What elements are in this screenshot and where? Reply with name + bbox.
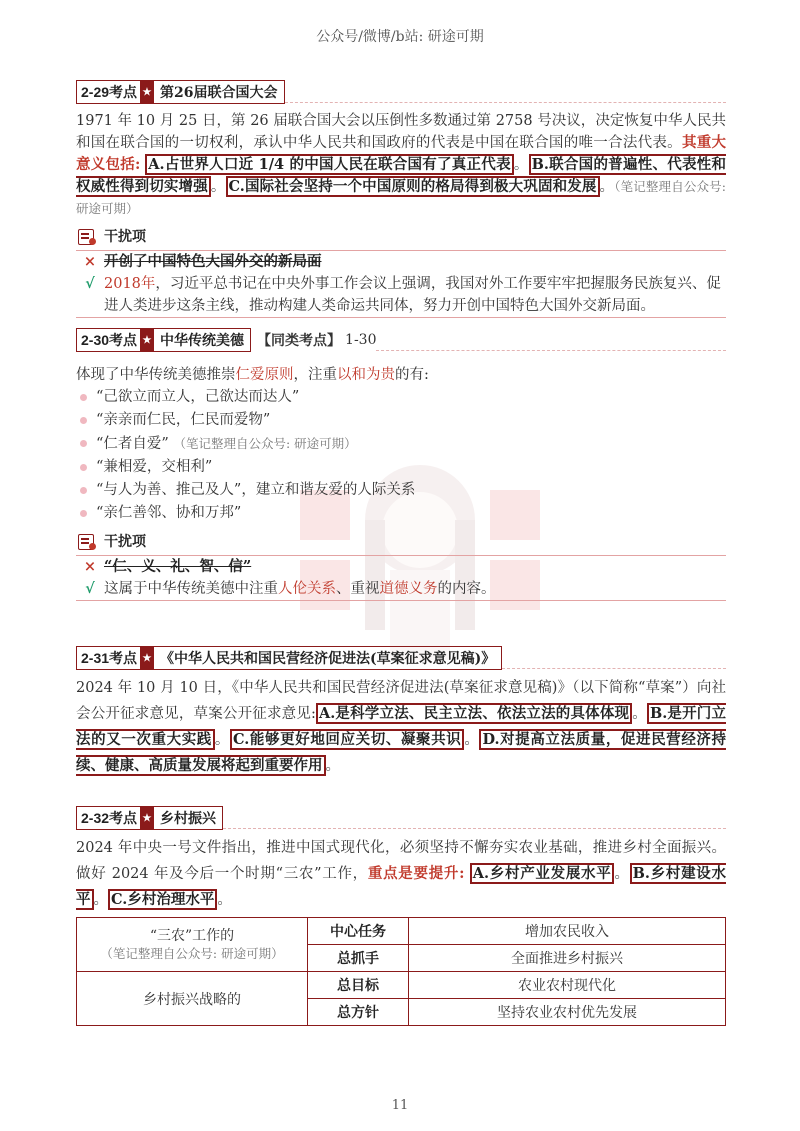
topic-badge: 2-29考点 ★ 第26届联合国大会 xyxy=(76,80,285,104)
star-icon: ★ xyxy=(140,329,154,351)
notepad-icon xyxy=(76,227,96,245)
highlight-b: B.是开门立法的又一次重大实践 xyxy=(76,705,727,748)
page-header: 公众号/微博/b站: 研途可期 xyxy=(316,29,484,45)
page-number: 11 xyxy=(391,1098,409,1113)
section-2-29 xyxy=(76,80,726,318)
list-item: “己欲立而立人，己欲达而达人” xyxy=(76,386,726,409)
paragraph: 1971 年 10 月 25 日，第 26 届联合国大会以压倒性多数通过第 2758 号决议，决定恢复中华人民共和国在联合国的一切权利，承认中华人民共和国政府的代表是中国在联合国的唯一合法代表。其重大意义包括: A.占世界人口近 1/4 的中国人民在联合国有了真正代表 。 B.联合国的普遍性、代表性和权威性得到切实增强 。 C.国际社会坚持一个中国原则的格局得到极大巩固和发展 。（笔记整理自公众号: 研途可期） xyxy=(76,113,727,216)
list-item: “亲仁善邻、协和万邦” xyxy=(76,502,726,525)
table-group-cell: 乡村振兴战略的 xyxy=(77,972,308,1026)
distractor-box: × “仁、义、礼、智、信” √ 这属于中华传统美德中注重人伦关系、重视道德义务的内容。 xyxy=(76,555,726,601)
notepad-icon xyxy=(76,532,96,550)
star-icon: ★ xyxy=(140,807,154,829)
section-2-32 xyxy=(76,806,726,1026)
paragraph: 体现了中华传统美德推崇仁爱原则，注重以和为贵的有: xyxy=(76,367,429,383)
highlight-c: C.乡村治理水平 xyxy=(108,889,217,910)
distractor-box: × 开创了中国特色大国外交的新局面 √ 2018年，习近平总书记在中央外事工作会议上强调，我国对外工作要牢牢把握服务民族复兴、促进人类进步这条主线，推动构建人类命运共同体，努力开创中国特色大国外交新局面。 xyxy=(76,250,726,318)
cross-icon: × xyxy=(83,558,97,575)
table-row: 总方针 坚持农业农村优先发展 xyxy=(77,999,726,1026)
topic-badge: 2-31考点 ★ 《中华人民共和国民营经济促进法(草案征求意见稿)》 xyxy=(76,646,502,670)
star-icon: ★ xyxy=(140,647,154,669)
bullet-list xyxy=(76,386,726,525)
highlight-a: A.乡村产业发展水平 xyxy=(470,863,615,884)
table-row: 总抓手 全面推进乡村振兴 xyxy=(77,945,726,972)
distractor-heading: 干扰项 xyxy=(76,226,726,246)
list-item: “兼相爱，交相利” xyxy=(76,456,726,479)
list-item: “与人为善、推己及人”，建立和谐友爱的人际关系 xyxy=(76,479,726,502)
highlight-d: D.对提高立法质量，促进民营经济持续、健康、高质量发展将起到重要作用 xyxy=(76,731,727,774)
highlight-b: B.联合国的普遍性、代表性和权威性得到切实增强 xyxy=(76,156,727,195)
topic-badge: 2-32考点 ★ 乡村振兴 xyxy=(76,806,223,830)
distractor-heading: 干扰项 xyxy=(76,531,726,551)
paragraph: 2024 年中央一号文件指出，推进中国式现代化，必须坚持不懈夯实农业基础，推进乡村全面振兴。做好 2024 年及今后一个时期“三农”工作，重点是要提升: A.乡村产业发展水平 。 B.乡村建设水平 。 C.乡村治理水平 。 xyxy=(76,840,727,908)
list-item: “仁者自爱” （笔记整理自公众号: 研途可期） xyxy=(76,432,726,456)
paragraph: 2024 年 10 月 10 日，《中华人民共和国民营经济促进法(草案征求意见稿)》（以下简称“草案”）向社会公开征求意见，草案公开征求意见: A.是科学立法、民主立法、依法立法的具体体现 。 B.是开门立法的又一次重大实践 。 C.能够更好地回应关切、凝聚共识 。 D.对提高立法质量，促进民营经济持续、健康、高质量发展将起到重要作用 。 xyxy=(76,680,727,774)
topic-badge: 2-30考点 ★ 中华传统美德 xyxy=(76,328,251,352)
highlight-a: A.占世界人口近 1/4 的中国人民在联合国有了真正代表 xyxy=(145,154,514,175)
section-2-31 xyxy=(76,646,726,779)
highlight-a: A.是科学立法、民主立法、依法立法的具体体现 xyxy=(316,703,632,724)
check-icon: √ xyxy=(85,580,95,597)
check-icon: √ xyxy=(85,275,95,292)
star-icon: ★ xyxy=(140,81,154,103)
table-group-cell: “三农”工作的 （笔记整理自公众号: 研途可期） xyxy=(77,918,308,972)
cross-icon: × xyxy=(83,253,97,270)
highlight-c: C.国际社会坚持一个中国原则的格局得到极大巩固和发展 xyxy=(226,176,600,197)
table-row: 乡村振兴战略的 总目标 农业农村现代化 xyxy=(77,972,726,999)
summary-table xyxy=(76,917,726,1026)
table-row: “三农”工作的 （笔记整理自公众号: 研途可期） 中心任务 增加农民收入 xyxy=(77,918,726,945)
list-item: “亲亲而仁民，仁民而爱物” xyxy=(76,409,726,432)
highlight-c: C.能够更好地回应关切、凝聚共识 xyxy=(230,729,464,750)
section-2-30: 2-30考点 ★ 中华传统美德 【同类考点】 1-30 体现了中华传统美德推崇仁爱原则，注重以和为贵的有: “己欲立而立人，己欲达而达人” “亲亲而仁民，仁民而爱物” “仁者自爱” （笔记整理自公众号: 研途可期） “兼相爱，交相利” “与人为善、推己及人”，建立和谐友爱的人际关系 “亲仁善邻、协和万邦” 干扰项 × “仁、义、礼、智、信” √ 这属于中华传统美德中注重人伦关系、重视道德义务的内容。 xyxy=(76,328,726,601)
highlight-b: B.乡村建设水平 xyxy=(76,865,727,908)
